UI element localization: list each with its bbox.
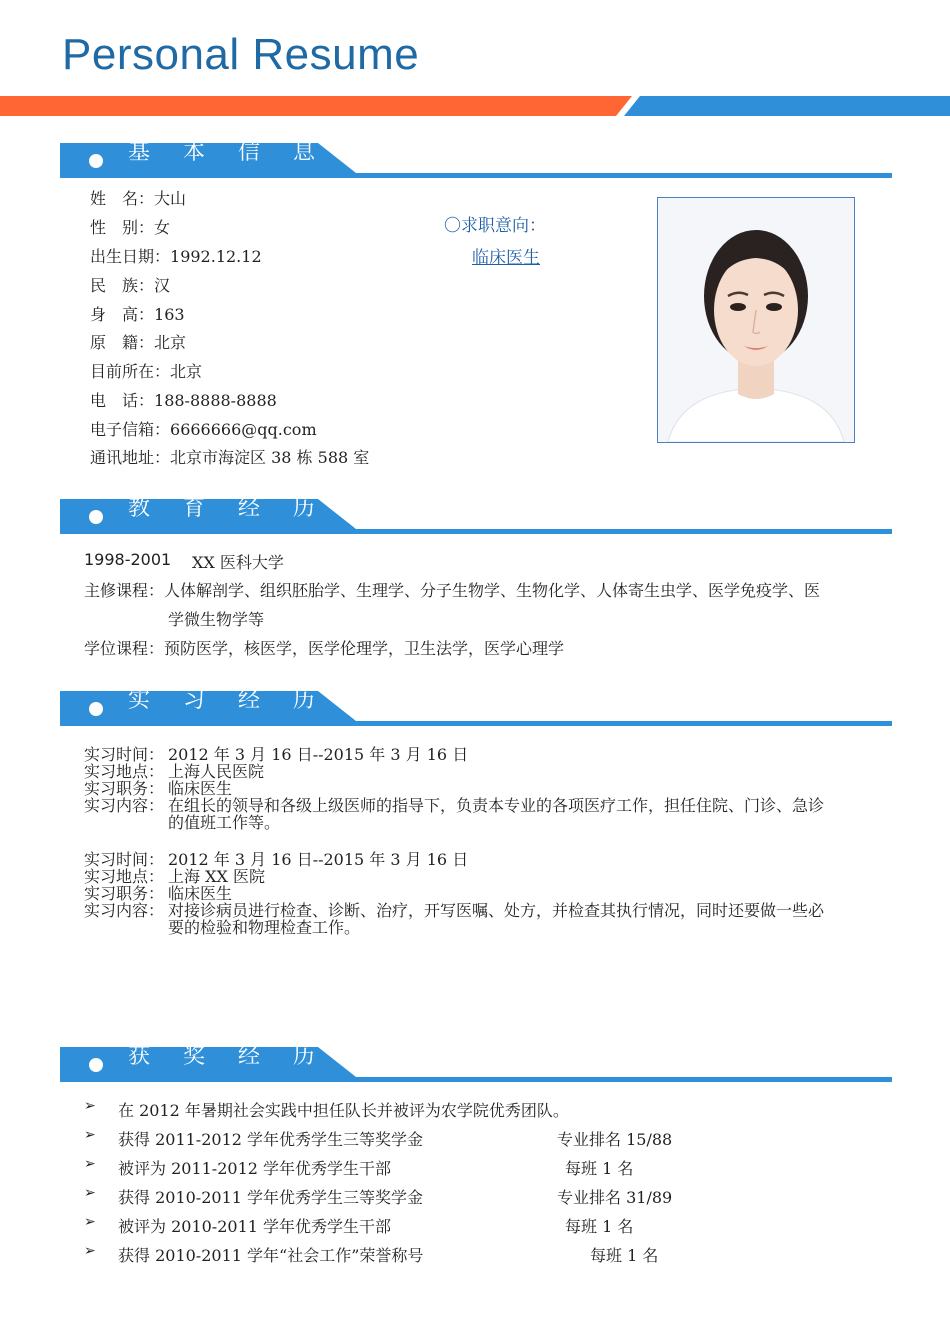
- info-row-phone: [90, 388, 277, 411]
- section-header-internship: [60, 689, 892, 727]
- info-label: 民 族：: [90, 276, 155, 295]
- info-label: 出生日期：: [90, 247, 171, 266]
- intern-place: 上海 XX 医院: [168, 867, 265, 886]
- info-row-ethnicity: [90, 273, 170, 296]
- award-text: 被评为 2010-2011 学年优秀学生干部: [118, 1217, 392, 1236]
- section-header-basic: [60, 141, 892, 179]
- bullet-dot-icon: [89, 702, 103, 716]
- internship-entry: [84, 746, 828, 831]
- section-title: 获 奖 经 历: [128, 1044, 328, 1069]
- degree-courses-row: [84, 636, 564, 659]
- info-value: 北京: [170, 362, 203, 381]
- section-title: 教 育 经 历: [128, 496, 328, 521]
- award-text: 被评为 2011-2012 学年优秀学生干部: [118, 1159, 392, 1178]
- intern-role-label: 实习职务：: [84, 779, 165, 798]
- info-row-email: [90, 417, 317, 440]
- portrait-icon: [658, 198, 854, 442]
- award-rank: 专业排名 31/89: [557, 1188, 673, 1207]
- main-courses-value: 人体解剖学、组织胚胎学、生理学、分子生物学、生物化学、人体寄生虫学、医学免疫学、医: [164, 581, 821, 600]
- degree-courses-label: 学位课程：: [84, 639, 165, 658]
- section-title: 实 习 经 历: [128, 688, 328, 713]
- section-header-education: [60, 497, 892, 535]
- info-label: 身 高：: [90, 305, 155, 324]
- info-row-height: [90, 302, 185, 325]
- intern-role-label: 实习职务：: [84, 884, 165, 903]
- arrow-bullet-icon: ➢: [84, 1127, 96, 1143]
- award-rank: 专业排名 15/88: [557, 1130, 673, 1149]
- info-row-address: [90, 445, 369, 468]
- info-label: 姓 名：: [90, 189, 155, 208]
- intern-content-label: 实习内容：: [84, 796, 165, 815]
- intern-content-label: 实习内容：: [84, 901, 165, 920]
- bullet-dot-icon: [89, 154, 103, 168]
- info-label: 目前所在：: [90, 362, 171, 381]
- award-text: 在 2012 年暑期社会实践中担任队长并被评为农学院优秀团队。: [118, 1101, 569, 1120]
- info-value: 1992.12.12: [170, 247, 262, 266]
- info-label: 性 别：: [90, 218, 155, 237]
- intern-place-label: 实习地点：: [84, 762, 165, 781]
- info-label: 电 话：: [90, 391, 155, 410]
- info-value: 女: [154, 218, 171, 237]
- intern-place-label: 实习地点：: [84, 867, 165, 886]
- info-value: 188-8888-8888: [154, 391, 277, 410]
- info-row-birthdate: [90, 244, 262, 267]
- main-courses-continuation: 学微生物学等: [168, 610, 265, 629]
- award-rank: 每班 1 名: [565, 1159, 634, 1178]
- intern-time: 2012 年 3 月 16 日--2015 年 3 月 16 日: [168, 745, 469, 764]
- education-period: 1998-2001: [84, 550, 172, 569]
- info-value: 北京: [154, 333, 187, 352]
- bullet-dot-icon: [89, 510, 103, 524]
- intern-time: 2012 年 3 月 16 日--2015 年 3 月 16 日: [168, 850, 469, 869]
- info-label: 通讯地址：: [90, 448, 171, 467]
- job-intent-value[interactable]: 临床医生: [472, 248, 540, 268]
- education-school: XX 医科大学: [192, 553, 284, 572]
- degree-courses-value: 预防医学，核医学，医学伦理学，卫生法学，医学心理学: [164, 639, 565, 658]
- award-text: 获得 2010-2011 学年“社会工作”荣誉称号: [118, 1246, 424, 1265]
- header-stripe-orange: [0, 96, 632, 116]
- info-row-origin: [90, 330, 186, 353]
- info-value: 6666666@qq.com: [170, 420, 317, 439]
- intern-content: 在组长的领导和各级上级医师的指导下，负责本专业的各项医疗工作，担任住院、门诊、急诊的值班工作等。: [168, 796, 825, 832]
- arrow-bullet-icon: ➢: [84, 1098, 96, 1114]
- award-rank: 每班 1 名: [590, 1246, 659, 1265]
- page-title: Personal Resume: [62, 30, 420, 79]
- info-value: 汉: [154, 276, 171, 295]
- intern-role: 临床医生: [168, 884, 233, 903]
- intern-time-label: 实习时间：: [84, 850, 165, 869]
- job-intent-label: 〇求职意向：: [444, 216, 546, 236]
- award-rank: 每班 1 名: [565, 1217, 634, 1236]
- main-courses-row: [84, 578, 820, 601]
- intern-role: 临床医生: [168, 779, 233, 798]
- internship-entry: [84, 851, 828, 936]
- award-text: 获得 2011-2012 学年优秀学生三等奖学金: [118, 1130, 424, 1149]
- arrow-bullet-icon: ➢: [84, 1243, 96, 1259]
- arrow-bullet-icon: ➢: [84, 1156, 96, 1172]
- info-label: 电子信箱：: [90, 420, 171, 439]
- intern-time-label: 实习时间：: [84, 745, 165, 764]
- arrow-bullet-icon: ➢: [84, 1185, 96, 1201]
- info-value: 163: [154, 305, 185, 324]
- education-period-row: [84, 550, 284, 572]
- intern-place: 上海人民医院: [168, 762, 265, 781]
- section-title: 基 本 信 息: [128, 140, 328, 165]
- award-text: 获得 2010-2011 学年优秀学生三等奖学金: [118, 1188, 424, 1207]
- info-label: 原 籍：: [90, 333, 155, 352]
- info-value: 大山: [154, 189, 187, 208]
- main-courses-label: 主修课程：: [84, 581, 165, 600]
- info-row-gender: [90, 215, 170, 238]
- info-row-location: [90, 359, 202, 382]
- intern-content: 对接诊病员进行检查、诊断、治疗，开写医嘱、处方，并检查其执行情况，同时还要做一些必要的检验和物理检查工作。: [168, 901, 825, 937]
- section-header-awards: [60, 1045, 892, 1083]
- header-stripe-blue: [624, 96, 950, 116]
- info-value: 北京市海淀区 38 栋 588 室: [170, 448, 370, 467]
- profile-photo: [657, 197, 855, 443]
- info-row-name: [90, 186, 186, 209]
- header-stripe: [0, 96, 950, 116]
- bullet-dot-icon: [89, 1058, 103, 1072]
- arrow-bullet-icon: ➢: [84, 1214, 96, 1230]
